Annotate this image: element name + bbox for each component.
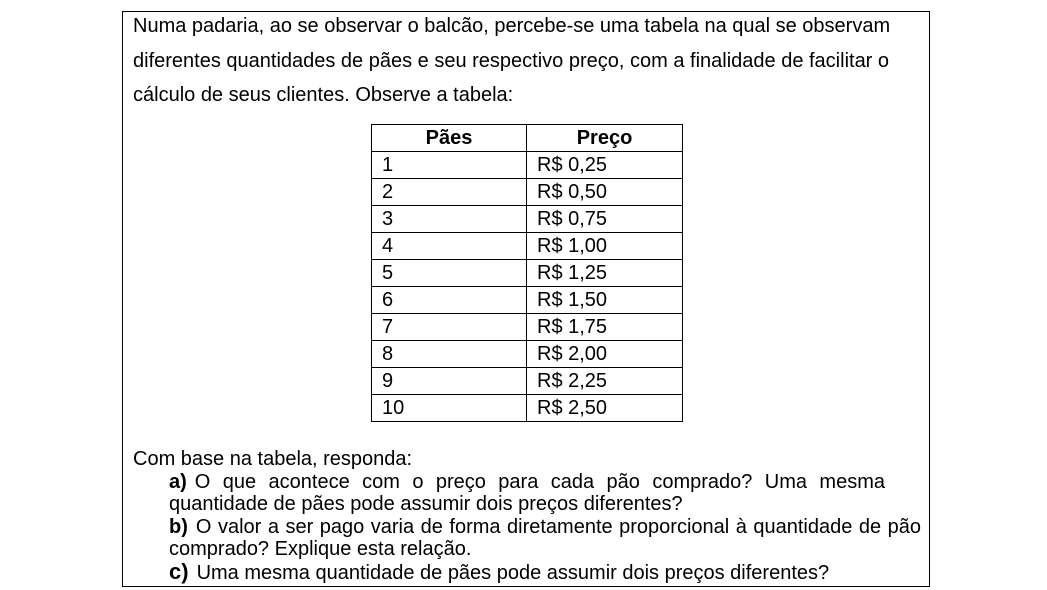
table-row bbox=[372, 233, 683, 260]
cell-quantity: 4 bbox=[372, 233, 527, 260]
cell-quantity: 10 bbox=[372, 395, 527, 422]
table-row bbox=[372, 395, 683, 422]
cell-quantity: 1 bbox=[372, 152, 527, 179]
table-header-row bbox=[372, 125, 683, 152]
cell-price: R$ 2,25 bbox=[527, 368, 683, 395]
table-row bbox=[372, 206, 683, 233]
table-row bbox=[372, 260, 683, 287]
bread-price-table bbox=[371, 124, 683, 422]
question-a-text: O que acontece com o preço para cada pão comprado? Uma mesma quantidade de pães pode assumir dois preços diferentes? bbox=[169, 470, 885, 515]
questions-lead: Com base na tabela, responda: bbox=[133, 448, 413, 470]
question-b-text: O valor a ser pago varia de forma diretamente proporcional à quantidade de pão comprado? Explique esta relação. bbox=[169, 515, 921, 560]
cell-quantity: 3 bbox=[372, 206, 527, 233]
cell-quantity: 7 bbox=[372, 314, 527, 341]
question-b-label: b) bbox=[169, 515, 188, 538]
cell-quantity: 9 bbox=[372, 368, 527, 395]
column-header-paes: Pães bbox=[372, 125, 527, 152]
table-row bbox=[372, 368, 683, 395]
table-row bbox=[372, 341, 683, 368]
questions-block bbox=[133, 448, 923, 584]
question-c-text: Uma mesma quantidade de pães pode assumir dois preços diferentes? bbox=[196, 561, 830, 584]
table-row bbox=[372, 152, 683, 179]
intro-line: Numa padaria, ao se observar o balcão, percebe-se uma tabela na qual se observam bbox=[133, 15, 891, 37]
intro-line: cálculo de seus clientes. Observe a tabela: bbox=[133, 84, 514, 106]
cell-price: R$ 1,75 bbox=[527, 314, 683, 341]
cell-price: R$ 0,75 bbox=[527, 206, 683, 233]
cell-quantity: 2 bbox=[372, 179, 527, 206]
question-c bbox=[169, 558, 921, 585]
cell-price: R$ 0,25 bbox=[527, 152, 683, 179]
cell-price: R$ 1,25 bbox=[527, 260, 683, 287]
table-row bbox=[372, 287, 683, 314]
cell-price: R$ 2,50 bbox=[527, 395, 683, 422]
cell-price: R$ 1,50 bbox=[527, 287, 683, 314]
table-row bbox=[372, 179, 683, 206]
question-a bbox=[169, 471, 885, 516]
question-a-label: a) bbox=[169, 470, 187, 493]
intro-paragraph bbox=[133, 9, 923, 113]
cell-price: R$ 0,50 bbox=[527, 179, 683, 206]
intro-line: diferentes quantidades de pães e seu respectivo preço, com a finalidade de facilitar o bbox=[133, 49, 890, 72]
question-b bbox=[169, 516, 921, 561]
cell-quantity: 8 bbox=[372, 341, 527, 368]
cell-price: R$ 2,00 bbox=[527, 341, 683, 368]
cell-quantity: 6 bbox=[372, 287, 527, 314]
cell-price: R$ 1,00 bbox=[527, 233, 683, 260]
cell-quantity: 5 bbox=[372, 260, 527, 287]
table-row bbox=[372, 314, 683, 341]
question-c-label: c) bbox=[169, 558, 189, 584]
column-header-preco: Preço bbox=[527, 125, 683, 152]
